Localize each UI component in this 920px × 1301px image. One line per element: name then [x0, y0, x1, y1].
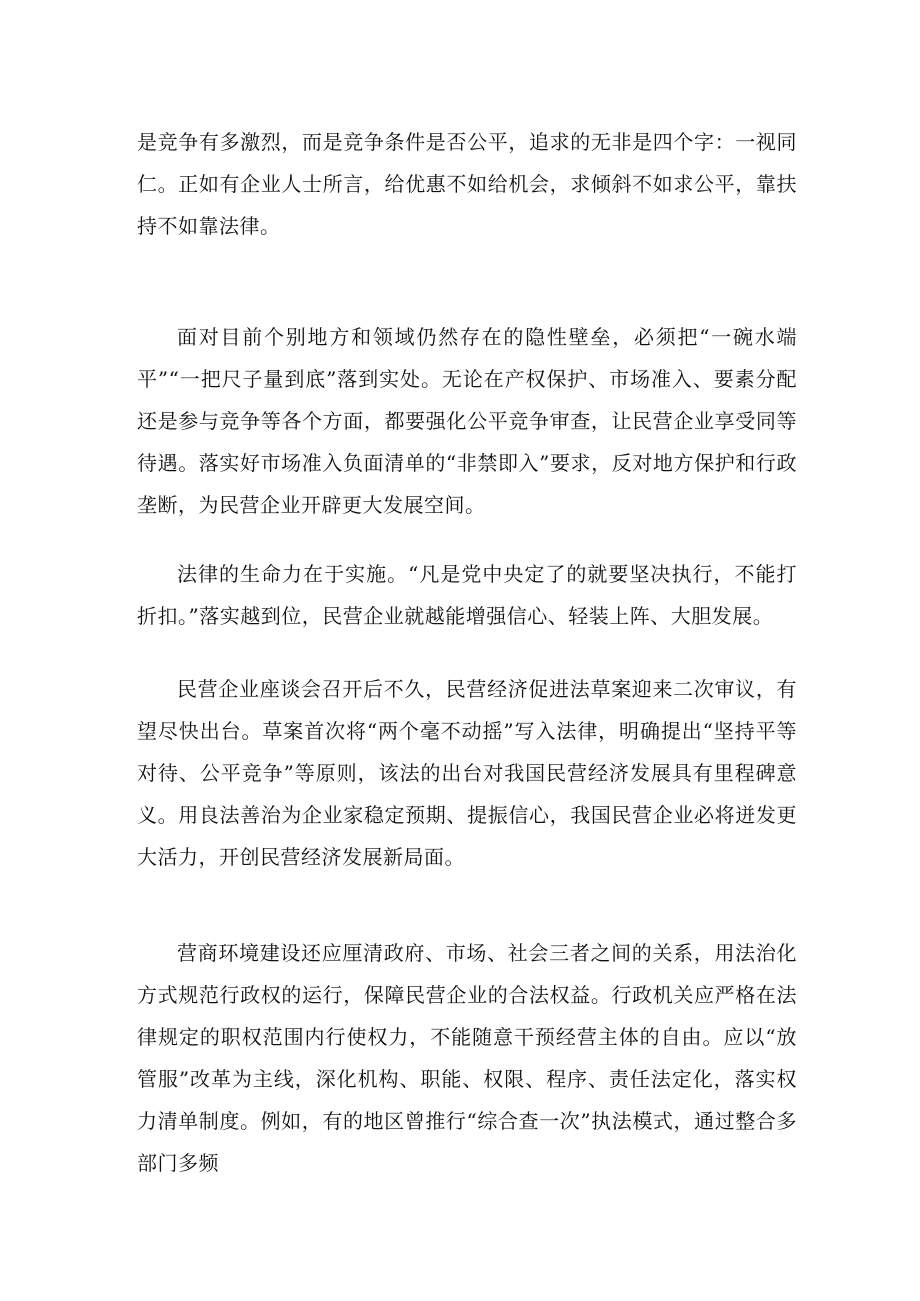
paragraph-3: 法律的生命力在于实施。“凡是党中央定了的就要坚决执行，不能打折扣。”落实越到位，民营企业就越能增强信心、轻装上阵、大胆发展。	[137, 562, 797, 628]
paragraph-5: 营商环境建设还应厘清政府、市场、社会三者之间的关系，用法治化方式规范行政权的运行，保障民营企业的合法权益。行政机关应严格在法律规定的职权范围内行使权力，不能随意干预经营主体的自由。应以“放管服”改革为主线，深化机构、职能、权限、程序、责任法定化，落实权力清单制度。例如，有的地区曾推行“综合查一次”执法模式，通过整合多部门多频	[137, 941, 797, 1175]
paragraph-1: 是竞争有多激烈，而是竞争条件是否公平，追求的无非是四个字：一视同仁。正如有企业人士所言，给优惠不如给机会，求倾斜不如求公平，靠扶持不如靠法律。	[137, 130, 797, 238]
paragraph-4: 民营企业座谈会召开后不久，民营经济促进法草案迎来二次审议，有望尽快出台。草案首次将“两个毫不动摇”写入法律，明确提出“坚持平等对待、公平竞争”等原则，该法的出台对我国民营经济发展具有里程碑意义。用良法善治为企业家稳定预期、提振信心，我国民营企业必将迸发更大活力，开创民营经济发展新局面。	[137, 677, 797, 869]
paragraph-2: 面对目前个别地方和领域仍然存在的隐性壁垒，必须把“一碗水端平”“一把尺子量到底”落到实处。无论在产权保护、市场准入、要素分配还是参与竞争等各个方面，都要强化公平竞争审查，让民营企业享受同等待遇。落实好市场准入负面清单的“非禁即入”要求，反对地方保护和行政垄断，为民营企业开辟更大发展空间。	[137, 325, 797, 517]
